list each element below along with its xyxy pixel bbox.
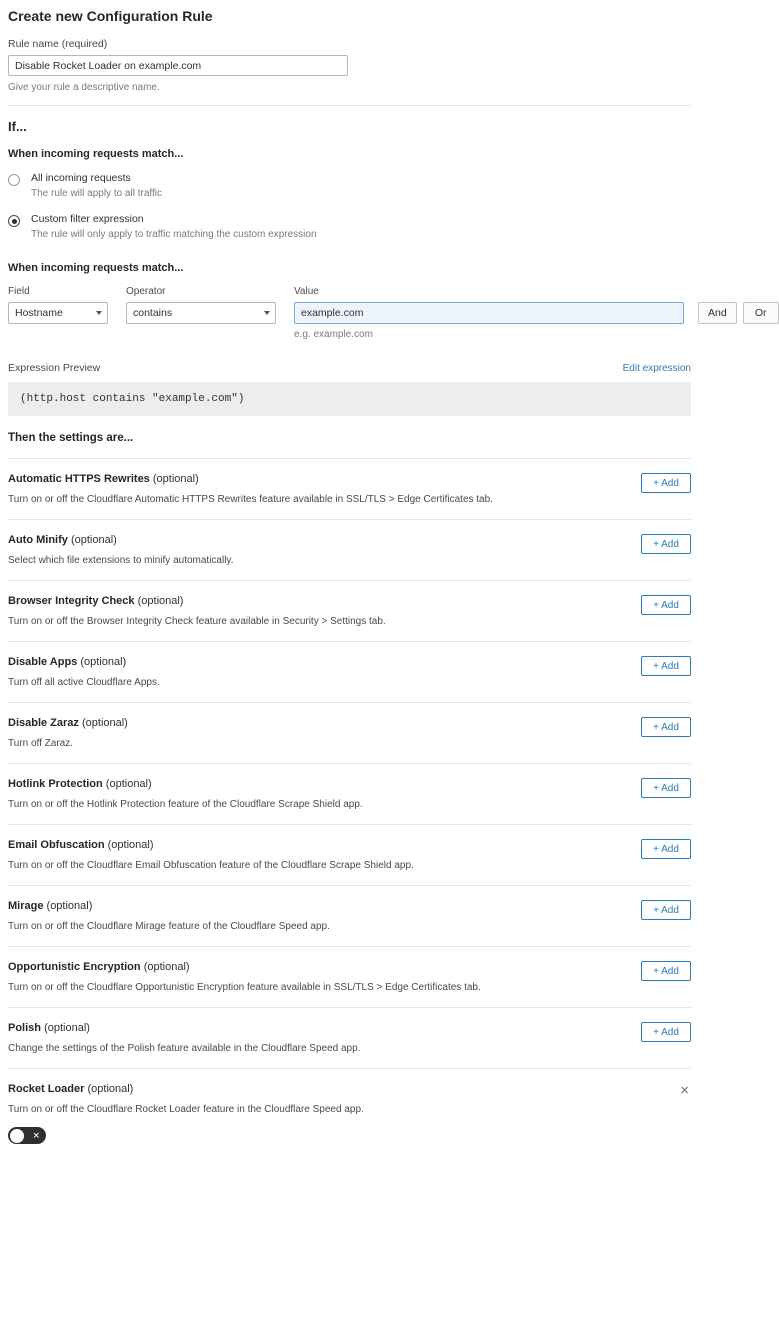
setting-desc: Turn on or off the Cloudflare Email Obfuscation feature of the Cloudflare Scrape Shield app. <box>8 860 414 871</box>
value-input[interactable] <box>294 302 684 324</box>
value-help: e.g. example.com <box>294 329 373 340</box>
setting-optional: (optional) <box>46 900 93 912</box>
field-column <box>8 286 108 324</box>
operator-label: Operator <box>126 286 166 297</box>
setting-row-automatic-https-rewrites <box>8 458 691 519</box>
and-button[interactable]: And <box>698 302 737 324</box>
if-section-title: If... <box>8 119 27 134</box>
settings-list <box>8 458 691 1158</box>
add-button-disable-apps[interactable]: + Add <box>641 656 691 676</box>
setting-title: Auto Minify <box>8 534 68 546</box>
setting-row-browser-integrity-check <box>8 580 691 641</box>
field-select[interactable] <box>8 302 108 324</box>
setting-optional: (optional) <box>81 717 128 729</box>
setting-name-browser-integrity-check <box>8 595 691 607</box>
expression-preview-label: Expression Preview <box>8 362 101 374</box>
rule-name-help: Give your rule a descriptive name. <box>8 82 160 93</box>
radio-label-custom-filter: Custom filter expression <box>31 213 144 225</box>
field-label: Field <box>8 286 30 297</box>
operator-select-value: contains <box>133 307 173 319</box>
chevron-down-icon <box>96 311 102 315</box>
setting-row-polish <box>8 1007 691 1068</box>
radio-option-custom-filter[interactable] <box>8 213 691 240</box>
setting-name-disable-apps <box>8 656 691 668</box>
setting-optional: (optional) <box>105 778 152 790</box>
setting-optional: (optional) <box>137 595 184 607</box>
setting-title: Automatic HTTPS Rewrites <box>8 473 150 485</box>
setting-name-email-obfuscation <box>8 839 691 851</box>
setting-name-automatic-https-rewrites <box>8 473 691 485</box>
operator-select[interactable] <box>126 302 276 324</box>
setting-desc: Turn off all active Cloudflare Apps. <box>8 677 160 688</box>
setting-optional: (optional) <box>80 656 127 668</box>
add-button-mirage[interactable]: + Add <box>641 900 691 920</box>
setting-name-auto-minify <box>8 534 691 546</box>
setting-desc: Turn on or off the Cloudflare Opportunistic Encryption feature available in SSL/TLS > Edge Certificates tab. <box>8 982 481 993</box>
setting-desc: Turn on or off the Hotlink Protection feature of the Cloudflare Scrape Shield app. <box>8 799 363 810</box>
add-button-browser-integrity-check[interactable]: + Add <box>641 595 691 615</box>
toggle-knob <box>10 1129 24 1143</box>
setting-row-opportunistic-encryption <box>8 946 691 1007</box>
setting-optional: (optional) <box>107 839 154 851</box>
setting-row-rocket-loader <box>8 1068 691 1158</box>
setting-row-email-obfuscation <box>8 824 691 885</box>
filter-subhead: When incoming requests match... <box>8 262 184 274</box>
add-button-email-obfuscation[interactable]: + Add <box>641 839 691 859</box>
field-select-value: Hostname <box>15 307 63 319</box>
rocket-loader-toggle[interactable] <box>8 1127 46 1144</box>
divider <box>8 105 691 106</box>
setting-name-disable-zaraz <box>8 717 691 729</box>
setting-name-rocket-loader <box>8 1083 691 1095</box>
setting-row-hotlink-protection <box>8 763 691 824</box>
setting-optional: (optional) <box>70 534 117 546</box>
setting-optional: (optional) <box>152 473 199 485</box>
setting-desc: Turn off Zaraz. <box>8 738 74 749</box>
setting-desc: Turn on or off the Browser Integrity Check feature available in Security > Settings tab. <box>8 616 386 627</box>
add-button-disable-zaraz[interactable]: + Add <box>641 717 691 737</box>
close-icon[interactable]: × <box>680 1082 689 1099</box>
radio-icon-custom-filter[interactable] <box>8 215 20 227</box>
setting-title: Disable Zaraz <box>8 717 79 729</box>
setting-title: Mirage <box>8 900 44 912</box>
then-section-title: Then the settings are... <box>8 432 134 444</box>
setting-desc: Turn on or off the Cloudflare Automatic HTTPS Rewrites feature available in SSL/TLS > Edge Certificates tab. <box>8 494 493 505</box>
setting-title: Email Obfuscation <box>8 839 105 851</box>
setting-name-opportunistic-encryption <box>8 961 691 973</box>
setting-desc: Turn on or off the Cloudflare Rocket Loader feature in the Cloudflare Speed app. <box>8 1104 364 1115</box>
rule-name-input[interactable] <box>8 55 348 76</box>
expression-preview-box: (http.host contains "example.com") <box>8 382 691 416</box>
radio-icon-all-requests[interactable] <box>8 174 20 186</box>
setting-row-mirage <box>8 885 691 946</box>
setting-desc: Turn on or off the Cloudflare Mirage feature of the Cloudflare Speed app. <box>8 921 330 932</box>
setting-title: Disable Apps <box>8 656 78 668</box>
if-section-subhead: When incoming requests match... <box>8 148 184 160</box>
add-button-hotlink-protection[interactable]: + Add <box>641 778 691 798</box>
radio-desc-custom-filter: The rule will only apply to traffic matching the custom expression <box>31 229 317 240</box>
setting-row-disable-zaraz <box>8 702 691 763</box>
setting-name-polish <box>8 1022 691 1034</box>
chevron-down-icon <box>264 311 270 315</box>
setting-desc: Change the settings of the Polish feature available in the Cloudflare Speed app. <box>8 1043 361 1054</box>
radio-desc-all-requests: The rule will apply to all traffic <box>31 188 162 199</box>
setting-optional: (optional) <box>44 1022 90 1034</box>
toggle-off-icon: ✕ <box>32 1130 40 1140</box>
and-or-buttons <box>698 286 779 324</box>
setting-title: Polish <box>8 1022 42 1034</box>
setting-optional: (optional) <box>87 1083 134 1095</box>
value-column <box>294 286 684 340</box>
expression-preview-header <box>8 362 691 374</box>
value-label: Value <box>294 286 319 297</box>
radio-label-all-requests: All incoming requests <box>31 172 131 184</box>
add-button-auto-minify[interactable]: + Add <box>641 534 691 554</box>
rule-name-label: Rule name (required) <box>8 38 108 50</box>
filter-row <box>8 286 767 340</box>
add-button-polish[interactable]: + Add <box>641 1022 691 1042</box>
setting-title: Opportunistic Encryption <box>8 961 141 973</box>
setting-name-hotlink-protection <box>8 778 691 790</box>
configuration-rule-form <box>0 8 767 1158</box>
add-button-opportunistic-encryption[interactable]: + Add <box>641 961 691 981</box>
edit-expression-link[interactable]: Edit expression <box>622 363 691 374</box>
setting-desc: Select which file extensions to minify automatically. <box>8 555 234 566</box>
setting-row-auto-minify <box>8 519 691 580</box>
setting-name-mirage <box>8 900 691 912</box>
add-button-automatic-https-rewrites[interactable]: + Add <box>641 473 691 493</box>
page-title: Create new Configuration Rule <box>8 8 213 24</box>
setting-title: Rocket Loader <box>8 1083 85 1095</box>
setting-optional: (optional) <box>143 961 190 973</box>
setting-row-disable-apps <box>8 641 691 702</box>
operator-column <box>126 286 276 324</box>
setting-title: Hotlink Protection <box>8 778 103 790</box>
or-button[interactable]: Or <box>743 302 779 324</box>
setting-title: Browser Integrity Check <box>8 595 135 607</box>
radio-option-all-requests[interactable] <box>8 172 691 199</box>
